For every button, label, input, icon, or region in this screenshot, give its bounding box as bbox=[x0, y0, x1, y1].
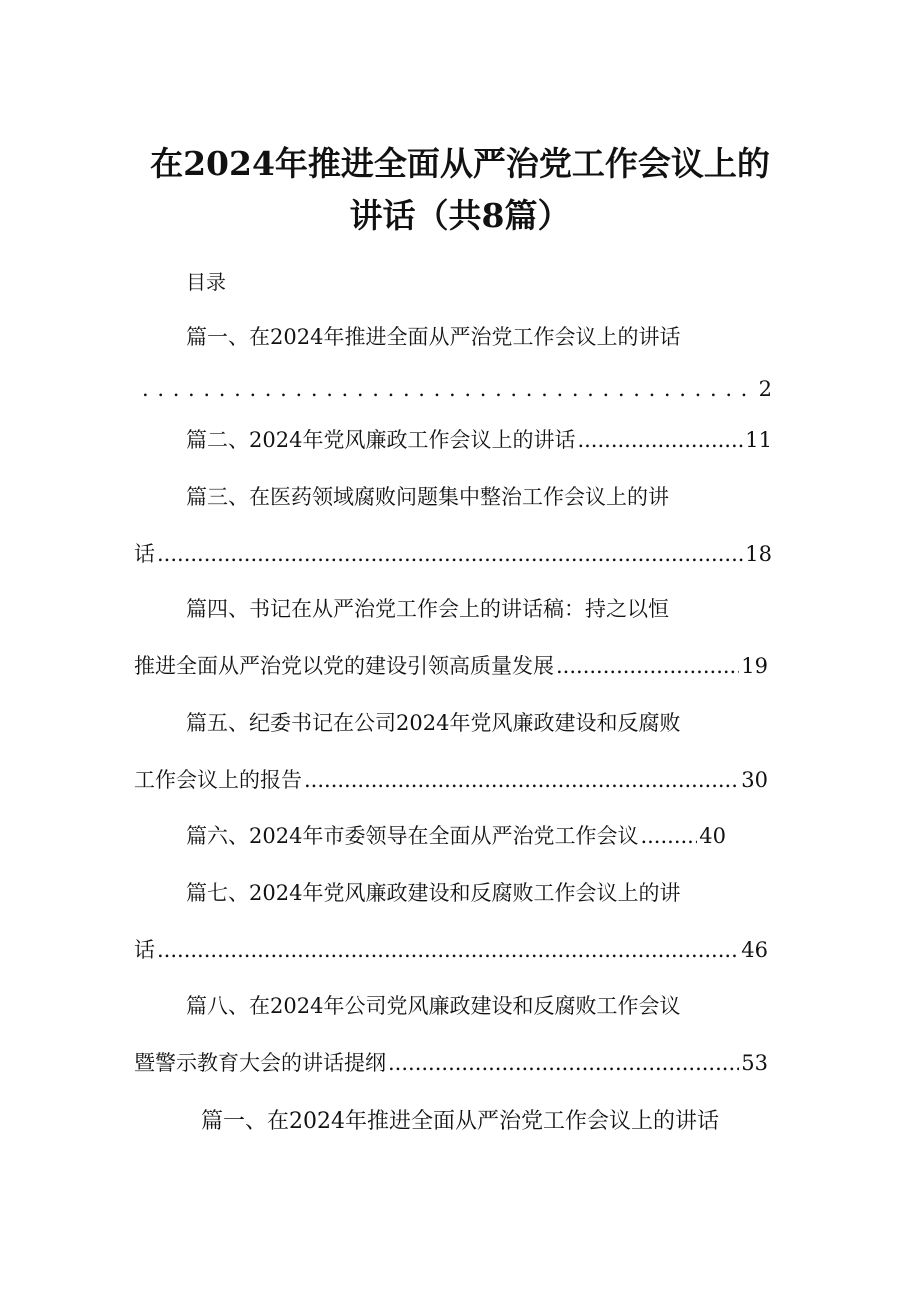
toc-entry-4-text[interactable]: 篇四、书记在从严治党工作会上的讲话稿：持之以恒 bbox=[186, 597, 669, 621]
dot-leader bbox=[577, 425, 743, 455]
toc-entry-7-text-cont: 话 bbox=[134, 938, 155, 962]
toc-entry-8-text[interactable]: 篇八、在2024年公司党风廉政建设和反腐败工作会议 bbox=[186, 994, 681, 1018]
toc-entry-6[interactable] bbox=[186, 821, 726, 851]
toc-entry-7-leader-row[interactable] bbox=[134, 935, 768, 965]
toc-entry-3-text-cont: 话 bbox=[134, 542, 155, 566]
toc-entry-1-leader-row[interactable] bbox=[140, 374, 772, 404]
toc-entry-3-page: 18 bbox=[745, 542, 772, 566]
toc-label: 目录 bbox=[186, 270, 226, 294]
dot-leader bbox=[142, 374, 757, 404]
toc-entry-5-text-cont: 工作会议上的报告 bbox=[134, 768, 302, 792]
section-heading: 篇一、在2024年推进全面从严治党工作会议上的讲话 bbox=[201, 1109, 719, 1134]
toc-entry-6-page: 40 bbox=[699, 824, 726, 848]
toc-entry-8-text-cont: 暨警示教育大会的讲话提纲 bbox=[134, 1051, 386, 1075]
toc-entry-5-text[interactable]: 篇五、纪委书记在公司2024年党风廉政建设和反腐败 bbox=[186, 711, 681, 735]
toc-entry-6-text: 篇六、2024年市委领导在全面从严治党工作会议 bbox=[186, 824, 639, 848]
document-title-line-1: 在2024年推进全面从严治党工作会议上的 bbox=[150, 144, 770, 183]
document-title-line-2: 讲话（共8篇） bbox=[349, 196, 571, 235]
toc-entry-2[interactable] bbox=[186, 425, 772, 455]
dot-leader bbox=[304, 765, 739, 795]
toc-entry-1-page: 2 bbox=[758, 377, 772, 401]
toc-entry-2-text: 篇二、2024年党风廉政工作会议上的讲话 bbox=[186, 428, 576, 452]
toc-entry-5-leader-row[interactable] bbox=[134, 765, 768, 795]
toc-entry-7-page: 46 bbox=[741, 938, 768, 962]
dot-leader bbox=[157, 539, 743, 569]
dot-leader bbox=[157, 935, 739, 965]
toc-entry-7-text[interactable]: 篇七、2024年党风廉政建设和反腐败工作会议上的讲 bbox=[186, 881, 681, 905]
toc-entry-4-text-cont: 推进全面从严治党以党的建设引领高质量发展 bbox=[134, 654, 554, 678]
dot-leader bbox=[388, 1048, 739, 1078]
toc-entry-4-page: 19 bbox=[741, 654, 768, 678]
dot-leader bbox=[556, 651, 739, 681]
toc-entry-2-page: 11 bbox=[745, 428, 772, 452]
toc-entry-1-text[interactable]: 篇一、在2024年推进全面从严治党工作会议上的讲话 bbox=[186, 325, 681, 349]
toc-entry-4-leader-row[interactable] bbox=[134, 651, 768, 681]
toc-entry-3-leader-row[interactable] bbox=[134, 539, 772, 569]
toc-entry-8-leader-row[interactable] bbox=[134, 1048, 768, 1078]
toc-entry-5-page: 30 bbox=[741, 768, 768, 792]
toc-entry-8-page: 53 bbox=[741, 1051, 768, 1075]
toc-entry-3-text[interactable]: 篇三、在医药领域腐败问题集中整治工作会议上的讲 bbox=[186, 485, 669, 509]
dot-leader bbox=[640, 821, 697, 851]
